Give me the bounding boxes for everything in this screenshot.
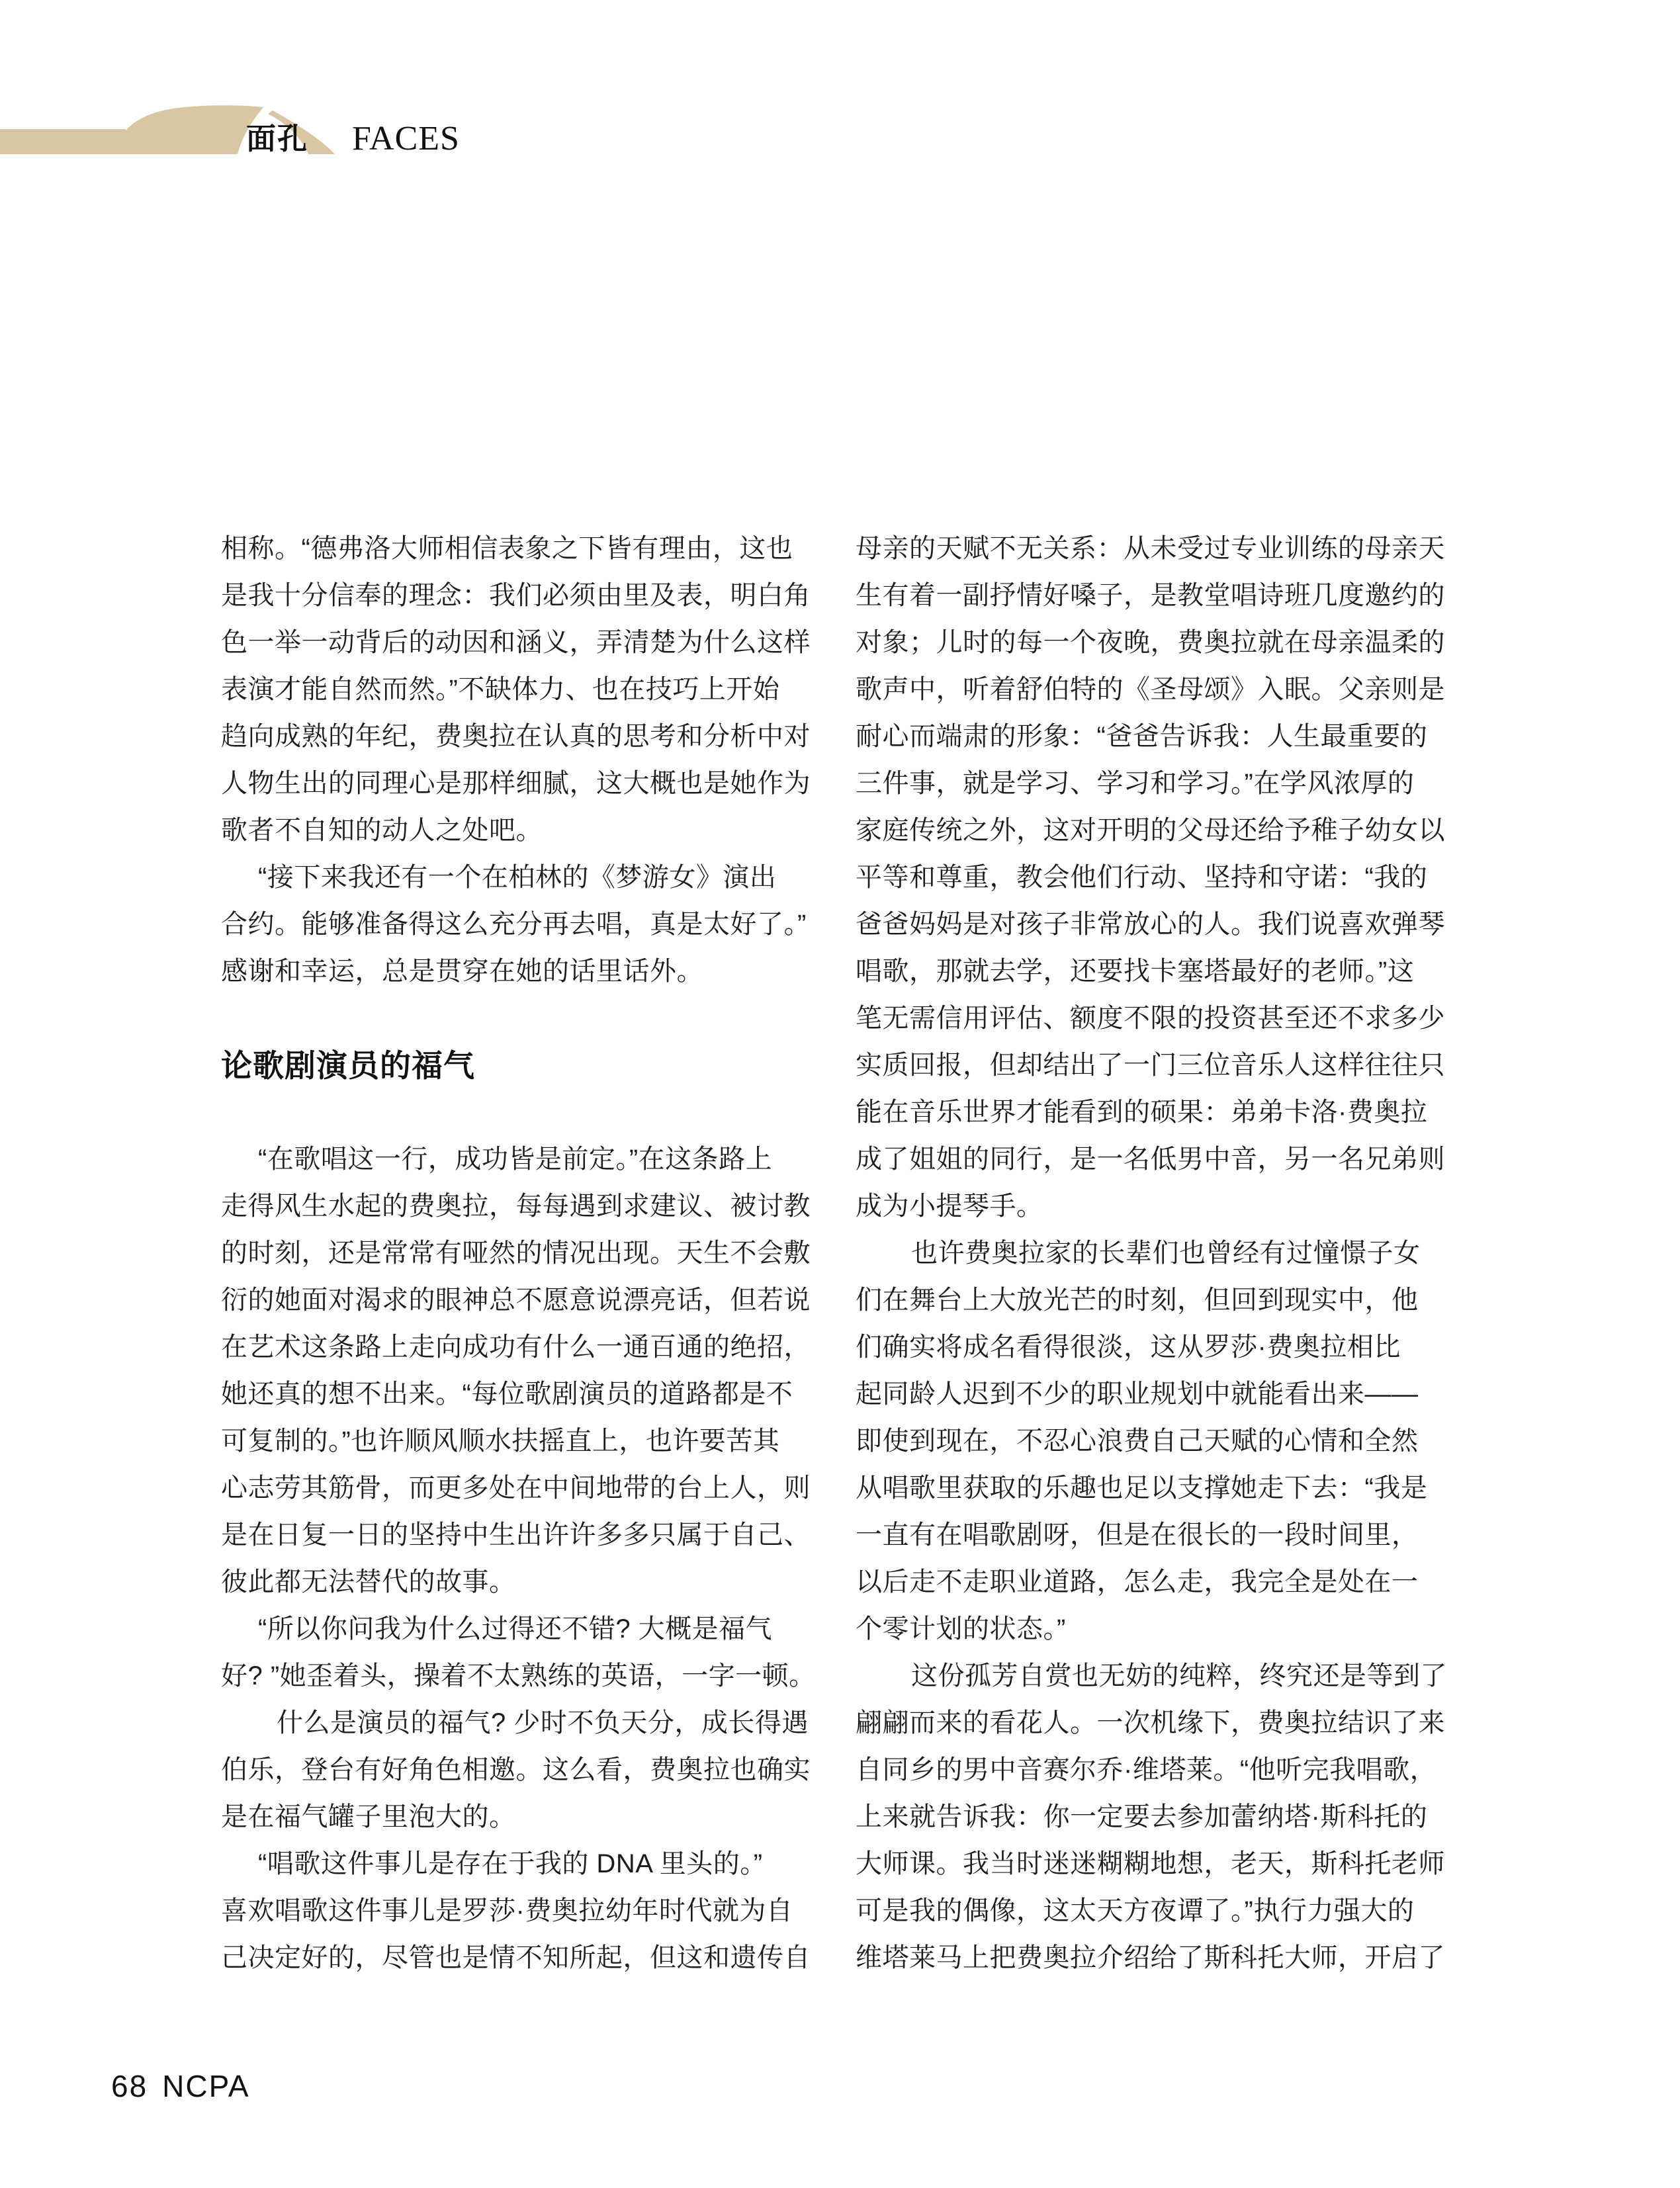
text-line: 起同龄人迟到不少的职业规划中就能看出来—— (856, 1379, 1419, 1409)
text-line: 可是我的偶像，这太天方夜谭了。”执行力强大的 (856, 1896, 1415, 1925)
right-column (856, 525, 1451, 1982)
text-line: 实质回报，但却结出了一门三位音乐人这样往往只 (856, 1051, 1445, 1080)
text-line: 合约。能够准备得这么充分再去唱，真是太好了。” (221, 910, 807, 939)
text-line: 感谢和幸运，总是贯穿在她的话里话外。 (221, 957, 703, 986)
text-line: 成了姐姐的同行，是一名低男中音，另一名兄弟则 (856, 1145, 1445, 1174)
text-line: “接下来我还有一个在柏林的《梦游女》演出 (258, 863, 777, 892)
text-line: 喜欢唱歌这件事儿是罗莎·费奥拉幼年时代就为自 (221, 1896, 793, 1925)
page-footer (111, 2070, 250, 2103)
text-line: 是在日复一日的坚持中生出许许多多只属于自己、 (221, 1520, 811, 1550)
text-line: 维塔莱马上把费奥拉介绍给了斯科托大师，开启了 (856, 1943, 1445, 1972)
section-label-cn: 面孔 (246, 122, 309, 155)
text-line: 的时刻，还是常常有哑然的情况出现。天生不会敷 (221, 1239, 811, 1268)
text-line: 表演才能自然而然。”不缺体力、也在技巧上开始 (221, 675, 780, 704)
text-line: “在歌唱这一行，成功皆是前定。”在这条路上 (258, 1145, 773, 1174)
text-line: 歌声中，听着舒伯特的《圣母颂》入眠。父亲则是 (856, 675, 1445, 704)
text-line: 个零计划的状态。” (856, 1614, 1066, 1643)
text-line: 唱歌，那就去学，还要找卡塞塔最好的老师。”这 (856, 957, 1415, 986)
text-line: 相称。“德弗洛大师相信表象之下皆有理由，这也 (221, 534, 793, 563)
text-line: 伯乐，登台有好角色相邀。这么看，费奥拉也确实 (221, 1755, 811, 1784)
section-heading: 论歌剧演员的福气 (221, 1048, 475, 1083)
text-line: 己决定好的，尽管也是情不知所起，但这和遗传自 (221, 1943, 811, 1972)
text-line: 彼此都无法替代的故事。 (221, 1567, 516, 1597)
text-line: 心志劳其筋骨，而更多处在中间地带的台上人，则 (221, 1473, 811, 1503)
text-line: “所以你问我为什么过得还不错? 大概是福气 (258, 1614, 773, 1643)
text-line: 大师课。我当时迷迷糊糊地想，老天，斯科托老师 (856, 1849, 1445, 1878)
text-line: 从唱歌里获取的乐趣也足以支撑她走下去：“我是 (856, 1473, 1428, 1503)
page-number: 68 (111, 2069, 148, 2103)
text-line: 生有着一副抒情好嗓子，是教堂唱诗班几度邀约的 (856, 581, 1445, 610)
text-line: 也许费奥拉家的长辈们也曾经有过憧憬子女 (911, 1239, 1421, 1268)
text-line: 趋向成熟的年纪，费奥拉在认真的思考和分析中对 (221, 722, 811, 751)
text-line: 这份孤芳自赏也无妨的纯粹，终究还是等到了 (911, 1661, 1447, 1690)
text-line: 成为小提琴手。 (856, 1192, 1043, 1221)
text-line: 上来就告诉我：你一定要去参加蕾纳塔·斯科托的 (856, 1802, 1428, 1831)
text-line: 好? ”她歪着头，操着不太熟练的英语，一字一顿。 (221, 1661, 816, 1690)
text-line: 爸爸妈妈是对孩子非常放心的人。我们说喜欢弹琴 (856, 910, 1445, 939)
left-column-block-2 (221, 1136, 817, 1982)
text-line: 是在福气罐子里泡大的。 (221, 1802, 516, 1831)
header-banner (0, 96, 503, 169)
text-line: 们确实将成名看得很淡，这从罗莎·费奥拉相比 (856, 1333, 1401, 1362)
text-line: 以后走不走职业道路，怎么走，我完全是处在一 (856, 1567, 1419, 1597)
text-line: 能在音乐世界才能看到的硕果：弟弟卡洛·费奥拉 (856, 1098, 1428, 1127)
text-line: 家庭传统之外，这对开明的父母还给予稚子幼女以 (856, 816, 1445, 845)
text-line: 们在舞台上大放光芒的时刻，但回到现实中，他 (856, 1286, 1419, 1315)
text-line: 歌者不自知的动人之处吧。 (221, 816, 543, 845)
text-line: 笔无需信用评估、额度不限的投资甚至还不求多少 (856, 1004, 1445, 1033)
text-line: 是我十分信奉的理念：我们必须由里及表，明白角 (221, 581, 811, 610)
text-line: 翩翩而来的看花人。一次机缘下，费奥拉结识了来 (856, 1708, 1445, 1737)
text-line: 母亲的天赋不无关系：从未受过专业训练的母亲天 (856, 534, 1445, 563)
text-line: 她还真的想不出来。“每位歌剧演员的道路都是不 (221, 1379, 793, 1409)
text-line: 耐心而端肃的形象：“爸爸告诉我：人生最重要的 (856, 722, 1428, 751)
text-line: 对象；儿时的每一个夜晚，费奥拉就在母亲温柔的 (856, 628, 1445, 657)
text-line: 可复制的。”也许顺风顺水扶摇直上，也许要苦其 (221, 1426, 780, 1456)
text-line: 在艺术这条路上走向成功有什么一通百通的绝招， (221, 1333, 811, 1362)
text-line: 衍的她面对渴求的眼神总不愿意说漂亮话，但若说 (221, 1286, 811, 1315)
text-line: 平等和尊重，教会他们行动、坚持和守诺：“我的 (856, 863, 1428, 892)
journal-name: NCPA (162, 2069, 250, 2103)
text-line: 人物生出的同理心是那样细腻，这大概也是她作为 (221, 769, 811, 798)
text-line: 三件事，就是学习、学习和学习。”在学风浓厚的 (856, 769, 1415, 798)
text-line: 自同乡的男中音赛尔乔·维塔莱。“他听完我唱歌， (856, 1755, 1437, 1784)
section-label-en: FACES (352, 120, 460, 157)
text-line: 什么是演员的福气? 少时不负天分，成长得遇 (277, 1708, 809, 1737)
text-line: “唱歌这件事儿是存在于我的 DNA 里头的。” (258, 1849, 763, 1878)
text-line: 色一举一动背后的动因和涵义，弄清楚为什么这样 (221, 628, 811, 657)
left-column-block-1 (221, 525, 817, 995)
text-line: 一直有在唱歌剧呀，但是在很长的一段时间里， (856, 1520, 1419, 1550)
text-line: 走得风生水起的费奥拉，每每遇到求建议、被讨教 (221, 1192, 811, 1221)
text-line: 即使到现在，不忍心浪费自己天赋的心情和全然 (856, 1426, 1419, 1456)
